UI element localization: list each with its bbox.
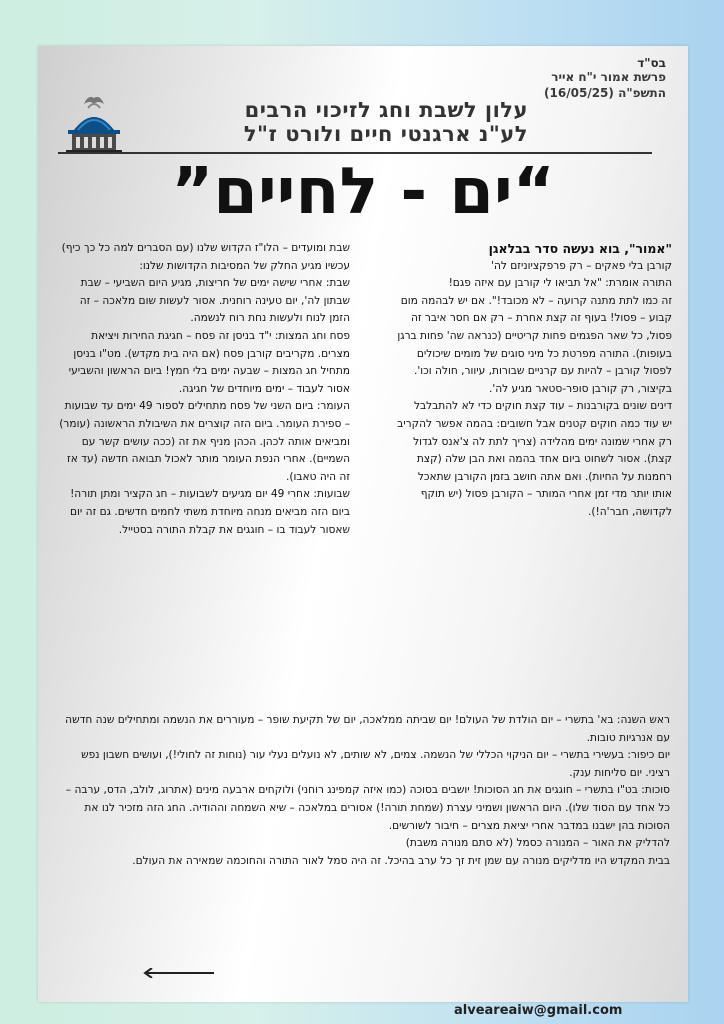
- parasha-name: פרשת אמור י"ח אייר: [551, 70, 666, 84]
- header-title: עלון לשבת וחג לזיכוי הרבים: [244, 98, 528, 122]
- paragraph: עכשיו מגיע החלק של המסיבות הקדושות שלנו:: [139, 259, 350, 272]
- paragraph: בבית המקדש היו מדליקים מנורה עם שמן זית זך כל ערב בהיכל. זה היה סמל לאור התורה והחוכמה שמאירה את העולם.: [132, 854, 670, 867]
- issue-date: התשפ"ה (16/05/25): [544, 86, 666, 100]
- main-title: “ים - לחיים”: [171, 155, 555, 229]
- paragraph: יש עוד כמה חוקים קטנים אבל חשובים: בהמה אפשר להקריב רק אחרי שמונה ימים מהלידה (צריך לתת לה צ'אנס לגדול קצת). אסור לשחוט ביום אחד בהמה ואת הבן שלה (קצת רחמנות על החיות). ואם אתה חושב בזמן הקורבן שתאכל אותו יותר מדי זמן אחרי המותר – הקורבן פסול (יש תוקף לקדושה, חבר'ה!).: [397, 417, 672, 518]
- paragraph: שבועות: אחרי 49 יום מגיעים לשבועות – חג הקציר ומתן תורה! ביום הזה מביאים מנחה מיוחדת משתי לחמים חדשים. גם זה יום שאסור לעבוד בו – חוגגים את קבלת התורה בסטייל.: [70, 488, 350, 536]
- paragraph: יום כיפור: בעשירי בתשרי – יום הניקוי הכללי של הנשמה. צמים, לא שותים, לא נועלים נעלי עור (נוחות זה לחולי!), ועושים חשבון נפש רציני. יום סליחות ענק.: [81, 749, 670, 779]
- paragraph: ראש השנה: בא' בתשרי – יום הולדת של העולם! יום שביתה ממלאכה, יום של תקיעת שופר – מעוררים את הנשמה ומתחילים שנה חדשה עם אנרגיות טובות.: [65, 714, 670, 744]
- paragraph: שבת ומועדים – הלו"ז הקדוש שלנו (עם הסברים למה כל כך כיף): [61, 242, 350, 254]
- paragraph: העומר: ביום השני של פסח מתחילים לספור 49 ימים עד שבועות – ספירת העומר. ביום הזה קוצרים את השיבולת הראשונה (עומר) ומביאים אותה לכהן. הכהן מניף את זה (ככה עושים קשר עם השמיים). אחרי הנפת העומר מותר לאכול תבואה חדשה (עד אז זה היה טאבו).: [59, 400, 350, 483]
- bsd-mark: בס"ד: [637, 56, 666, 70]
- paragraph: התורה אומרת: "אל תביאו לי קורבן עם איזה פגם!: [448, 277, 672, 290]
- paragraph: קורבן בלי פאקים – רק פרפקציוניזם לה': [491, 259, 672, 272]
- building-dome-icon: [62, 90, 126, 156]
- newsletter-sheet: [38, 46, 688, 1002]
- bottom-section: [58, 712, 670, 870]
- paragraph: שבת: אחרי שישה ימים של חריצות, מגיע היום השביעי – שבת שבתון לה', יום טעינה רוחנית. אסור לעשות שום מלאכה – זה הזמן לנוח ולעשות נחת רוח לנשמה.: [79, 277, 350, 325]
- left-column: [56, 240, 350, 539]
- contact-email[interactable]: alveareaiw@gmail.com: [454, 1003, 623, 1018]
- paragraph: להדליק את האור – המנורה כסמל (לא סתם מנורה משבת): [405, 837, 670, 850]
- paragraph: סוכות: בט"ו בתשרי – חוגגים את חג הסוכות! יושבים בסוכה (כמו איזה קמפינג רוחני) ולוקחים ארבעה מינים (אתרוג, לולב, הדס, ערבה – כל אחד עם הסוד שלו). היום הראשון ושמיני עצרת (שמחת תורה!) אסורים במלאכה – שיא השמחה וההודיה. החג הזה מזכיר לנו את הסוכות בהן ישבנו במדבר אחרי יציאת מצרים – חיבור לשורשים.: [65, 784, 670, 832]
- right-column-heading: "אמור", בוא נעשה סדר בבלאגן: [488, 241, 672, 256]
- header-dedication: לע"נ ארגנטי חיים ולורט ז"ל: [243, 122, 528, 146]
- paragraph: זה כמו לתת מתנה קרועה – לא מכובד!". אם יש לבהמה מום קבוע – פסול! בעוף זה קצת אחרת – רק אם חסר איבר זה פסול, כל שאר הפגמים פחות קריטיים (כנראה שה' פחות ברגן בעופות). התורה מפרטת כל מיני סוגים של מומים שיכולים לפסול קורבן – להיות עם קרניים שבורות, עיוור, חולה וכו'. בקיצור, רק קורבן סופר-סטאר מגיע לה'.: [397, 294, 672, 395]
- arrow-left-icon: [142, 968, 214, 978]
- paragraph: דינים שונים בקורבנות – עוד קצת חוקים כדי לא להתבלבל: [414, 400, 672, 413]
- paragraph: פסח וחג המצות: י"ד בניסן זה פסח – חגיגת החירות ויציאת מצרים. מקריבים קורבן פסח (אם היה בית מקדש). מט"ו בניסן מתחיל חג המצות – שבעה ימים בלי חמץ! ביום הראשון והשביעי אסור לעבוד – ימים מיוחדים של חגיגה.: [68, 329, 350, 395]
- right-column: [396, 240, 672, 522]
